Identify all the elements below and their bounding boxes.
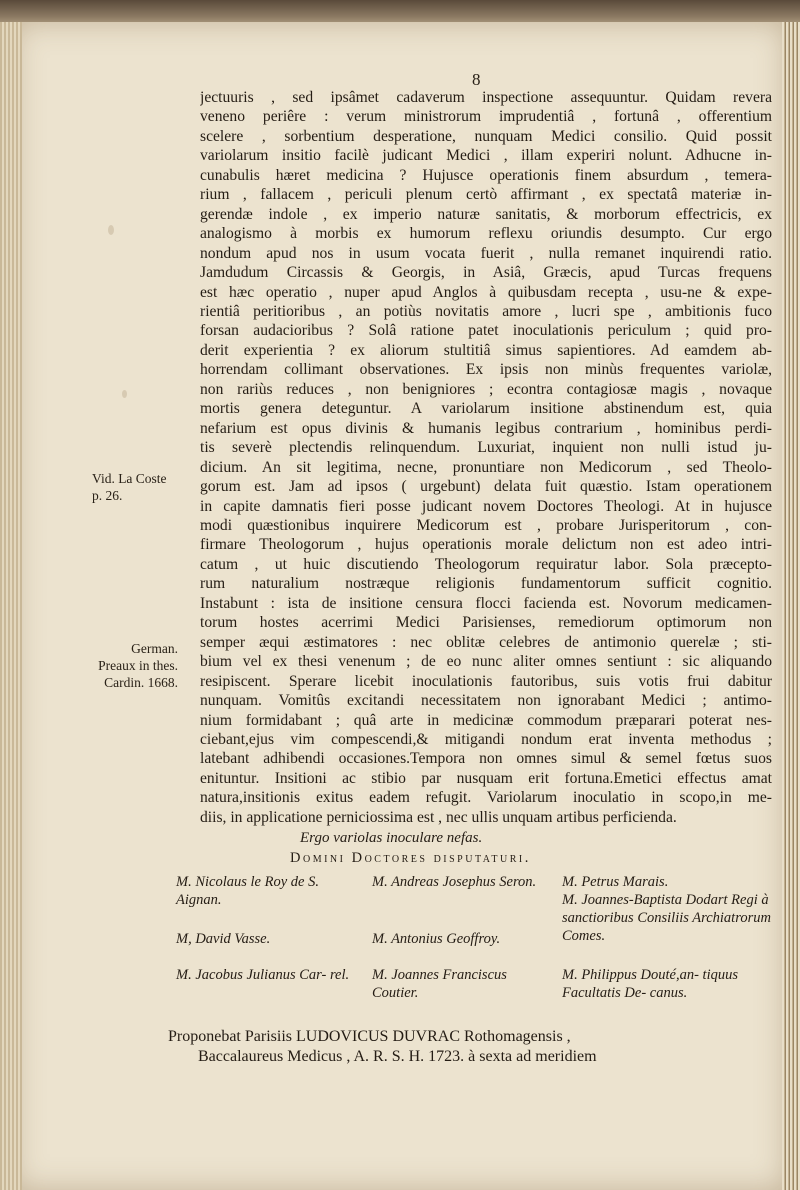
ink-spot [108, 225, 114, 235]
conclusion: Ergo variolas inoculare nefas. [300, 830, 483, 846]
doctor-entry: M. Philippus Douté,an- tiquus Facultatis De- canus. [562, 967, 739, 1001]
text-line: rientiâ peritioribus , an potiùs novitatis amore , lucri spe , ambitionis fuco [200, 302, 772, 320]
text-line: diis, in applicatione perniciossima est , nec ullis unquam artibus perficienda. [200, 808, 677, 826]
text-line: semper æqui æstimatores : nec oblitæ celebres de antimonio querelæ ; sti- [200, 633, 772, 651]
page-stack-left [0, 22, 22, 1190]
text-line: latebant adhibendi occasiones.Tempora non omnes simul & semel fœtus suos [200, 750, 772, 768]
text-line: est hæc operatio , nuper apud Anglos à quibusdam recepta , usu-ne & expe- [200, 283, 772, 301]
text-line: analogismo à morbis ex humorum reflexu oriundis desumpto. Cur ergo [200, 225, 772, 243]
text-line: gorum est. Jam ad ipsos ( urgebunt) delata fuit quæstio. Istam operationem [200, 478, 772, 496]
text-line: gerendæ indole , ex imperio naturæ sanitatis, & morborum effectricis, ex [200, 205, 772, 223]
ink-spot [122, 390, 127, 398]
doctor-entry: M. Nicolaus le Roy de S. Aignan. [176, 874, 319, 908]
text-line: nunquam. Vomitûs excitandi necessitatem non ignorabant Medici ; antimo- [200, 692, 772, 710]
margin-note-line: Preaux in thes. [98, 658, 178, 673]
text-line: Instabunt : ista de insitione censura flocci facienda est. Novorum medicamen- [200, 594, 772, 612]
text-line: nium formidabant ; quâ arte in medicinæ commodum præparari poterat nes- [200, 711, 772, 729]
text-line: firmare Theologorum , hujus operationis morale delictum non est adeo intri- [200, 536, 772, 554]
text-line: ciebant,ejus vim compescendi,& mitigandi nondum erat inventa methodus ; [200, 730, 772, 748]
margin-note-line: German. [131, 641, 178, 656]
doctor-entry: M. Antonius Geoffroy. [372, 931, 501, 947]
page-stack-right [782, 22, 800, 1190]
doctor-entry: M. Petrus Marais. [562, 874, 669, 890]
text-line: enituntur. Insitioni ac stibio par nusquam erit fortuna.Emetici effectus amat [200, 769, 772, 787]
text-line: jectuuris , sed ipsâmet cadaverum inspectione assequuntur. Quidam revera [200, 89, 772, 106]
text-line: in capite damnatis fieri posse judicant novem Doctores Theologi. At in hujusce [200, 497, 772, 515]
text-line: veneno periêre : verum ministrorum imprudentiâ , fortunâ , offerentium [200, 108, 772, 126]
text-line: bium vel ex thesi venenum ; de eo nunc aliter omnes sentiunt : sic aliquando [200, 653, 772, 671]
text-line: horrendam collimant observationes. Ex ipsis non minùs frequentes variolæ, [200, 361, 772, 379]
margin-note-german [92, 640, 178, 691]
text-line: variolarum insitio facilè judicant Medici , illam experiri nolunt. Adhucne in- [200, 147, 772, 165]
page-number: 8 [472, 70, 481, 89]
text-line: forsan audacioribus ? Solâ ratione patet inoculationis periculum ; quid pro- [200, 322, 772, 340]
text-line: natura,insitionis exitus eadem refugit. Variolarum inoculatio in scopo,in me- [200, 789, 772, 807]
doctor-entry: M, David Vasse. [176, 931, 271, 947]
margin-note-line: p. 26. [92, 488, 123, 503]
text-line: catum , ut huic discutiendo Theologorum requiratur labor. Sola præcepto- [200, 555, 772, 573]
margin-note-line: Vid. La Coste [92, 471, 167, 486]
text-line: rium , fallacem , periculi plenum certò affirmant , ex spectatâ materiæ in- [200, 186, 772, 204]
text-line: cunabulis hæret medicina ? Hujusce operationis finem absurdum , temera- [200, 166, 772, 184]
text-line: tis severè plectendis relinquendum. Luxuriat, inquient non nulli istud ju- [200, 439, 772, 457]
text-line: torum hostes acerrimi Medici Parisienses, remediorum optimorum non [200, 614, 772, 632]
doctors-heading: Domini Doctores disputaturi. [290, 850, 531, 866]
doctor-entry: M. Jacobus Julianus Car- rel. [176, 967, 350, 983]
text-line: scelere , sorbentium desperatione, nunquam Medici consilio. Quid possit [200, 127, 772, 145]
text-line: nefarium est opus divinis & humanis legibus contrarium , hominibus perdi- [200, 419, 772, 437]
text-line: non rariùs reduces , non benigniores ; econtra contagiosæ magis , novaque [200, 380, 772, 398]
text-line: Jamdudum Circassis & Georgis, in Asiâ, Græcis, apud Turcas frequens [200, 264, 772, 282]
doctor-entry: M. Andreas Josephus Seron. [372, 874, 537, 890]
text-line: resipiscent. Sperare licebit inoculationis fautoribus, suis votis frui dabitur [200, 672, 772, 690]
body-text [200, 88, 772, 827]
text-line: mortis genera deteguntur. A variolarum insitione abstinendum est, quia [200, 400, 772, 418]
text-line: derit experientia ? ex aliorum stultitiâ simus sapientiores. Ad eamdem ab- [200, 341, 772, 359]
text-line: rum naturalium nostræque religionis fundamentorum sufficit cognitio. [200, 575, 772, 593]
margin-note-lacoste [92, 470, 167, 504]
footer-line-2: Baccalaureus Medicus , A. R. S. H. 1723. à sexta ad meridiem [198, 1048, 597, 1065]
text-line: modi quæstionibus inquirere Medicorum est , probare Jurisperitorum , con- [200, 516, 772, 534]
doctor-entry: M. Joannes-Baptista Dodart Regi à sanctioribus Consiliis Archiatrorum Comes. [562, 892, 771, 944]
text-line: nondum apud nos in usum vocata fuerit , nulla remanet inquirendi ratio. [200, 244, 772, 262]
doctor-entry: M. Joannes Franciscus Coutier. [372, 967, 507, 1001]
text-line: dicium. An sit legitima, necne, pronuntiare non Medicorum , sed Theolo- [200, 458, 772, 476]
footer-line-1: Proponebat Parisiis LUDOVICUS DUVRAC Rothomagensis , [168, 1028, 571, 1045]
margin-note-line: Cardin. 1668. [104, 675, 178, 690]
